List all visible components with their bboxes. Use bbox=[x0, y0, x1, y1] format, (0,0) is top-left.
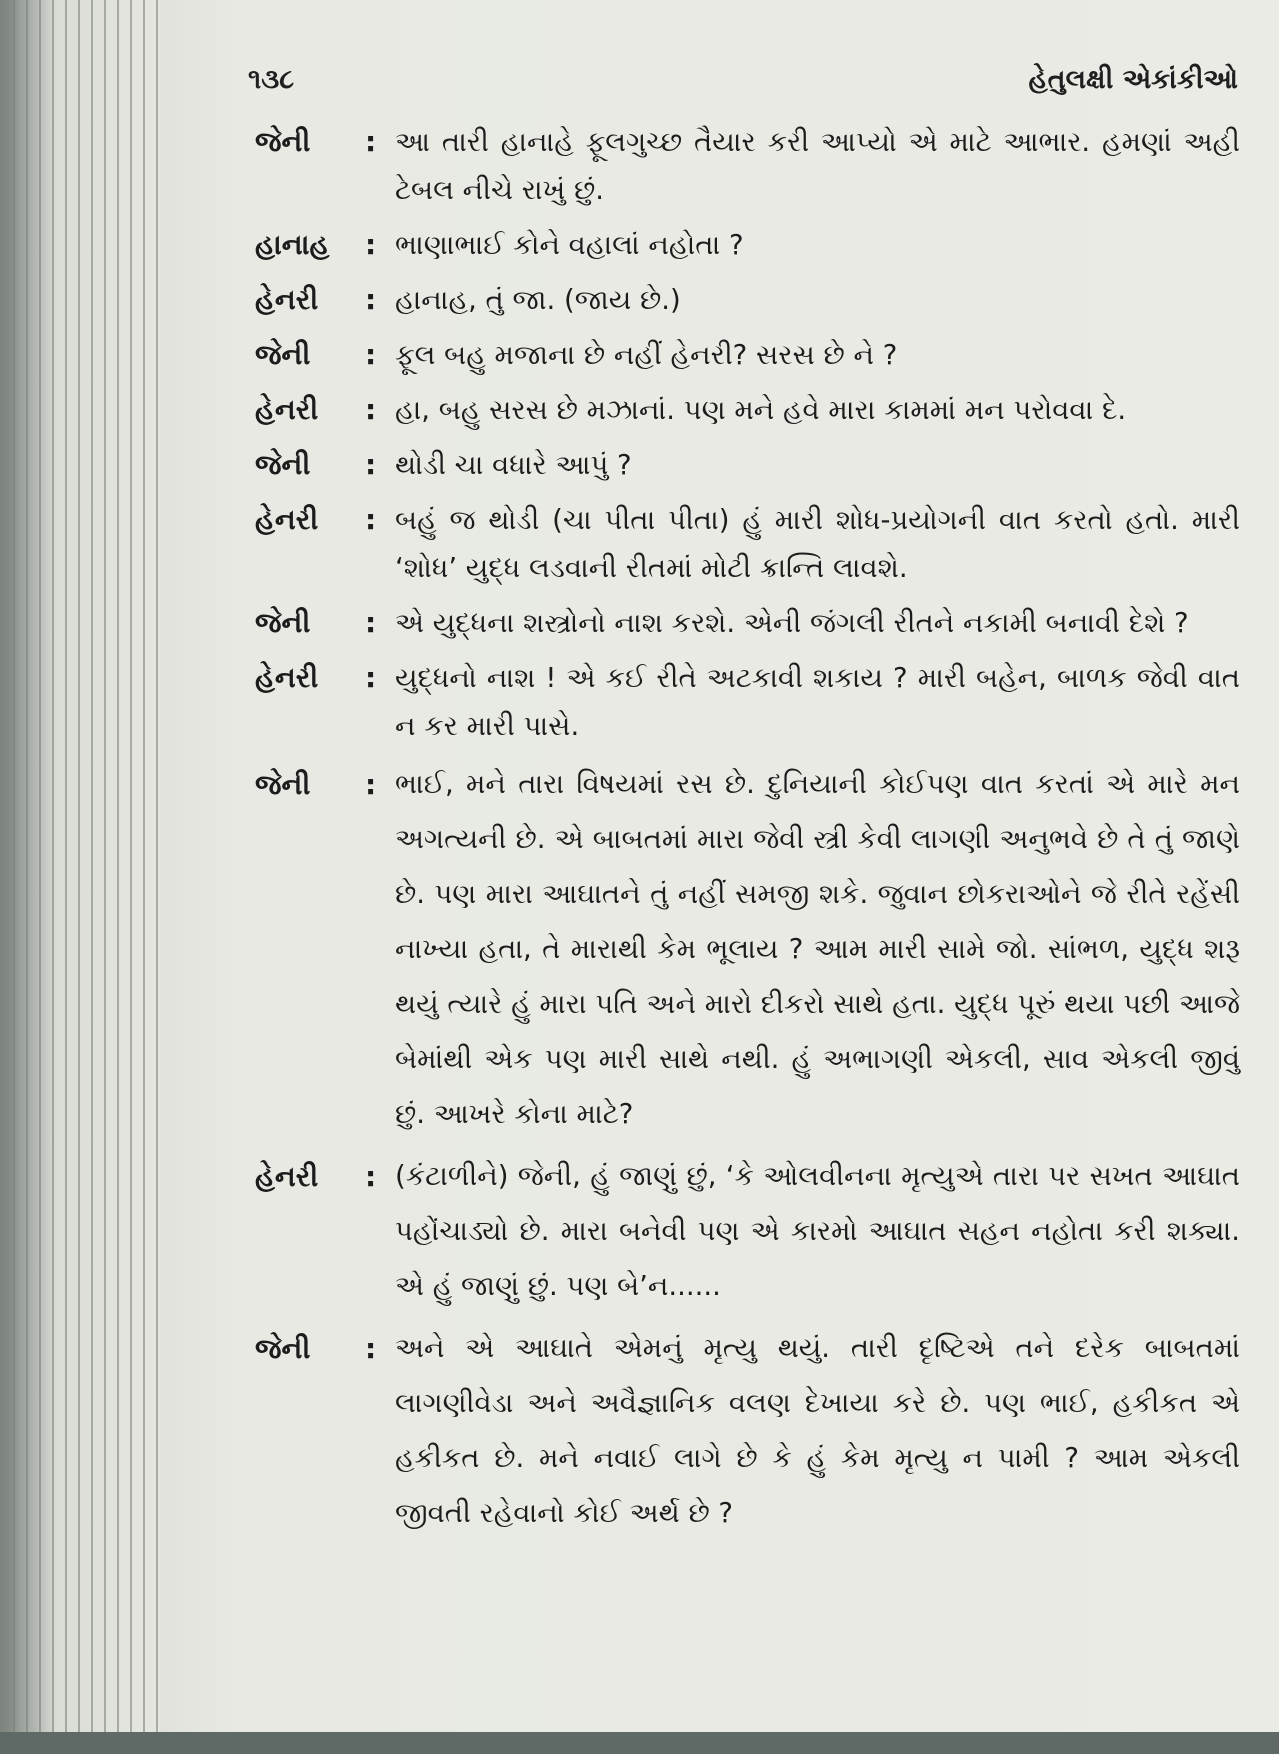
speaker-name: જેની bbox=[255, 768, 311, 801]
dialogue-body bbox=[255, 118, 1240, 1548]
dialogue-entry bbox=[255, 654, 1240, 750]
dialogue-entry bbox=[255, 757, 1240, 1142]
speaker-name: જેની bbox=[255, 1332, 311, 1365]
speaker-colon: : bbox=[365, 768, 377, 801]
dialogue-entry bbox=[255, 1321, 1240, 1541]
speaker-name: જેની bbox=[255, 606, 311, 639]
dialogue-entry bbox=[255, 331, 1240, 379]
page-header bbox=[248, 58, 1238, 104]
dialogue-entry bbox=[255, 441, 1240, 489]
speech-text: યુદ્ધનો નાશ ! એ કઈ રીતે અટકાવી શકાય ? મારી બહેન, બાળક જેવી વાત ન કર મારી પાસે. bbox=[395, 662, 1240, 742]
speech-text: ફૂલ બહુ મજાના છે નહીં હેનરી? સરસ છે ને ? bbox=[395, 339, 898, 371]
running-title: હેતુલક્ષી એકાંકીઓ bbox=[1028, 64, 1238, 95]
speech-text: ભાઈ, મને તારા વિષયમાં રસ છે. દુનિયાની કોઈપણ વાત કરતાં એ મારે મન અગત્યની છે. એ બાબતમાં મારા જેવી સ્ત્રી કેવી લાગણી અનુભવે છે તે તું જાણે છે. પણ મારા આઘાતને તું નહીં સમજી શકે. જુવાન છોકરાઓને જે રીતે રહેંસી નાખ્યા હતા, તે મારાથી કેમ ભૂલાય ? આમ મારી સામે જો. સાંભળ, યુદ્ધ શરૂ થયું ત્યારે હું મારા પતિ અને મારો દીકરો સાથે હતા. યુદ્ધ પૂરું થયા પછી આજે બેમાંથી એક પણ મારી સાથે નથી. હું અભાગણી એકલી, સાવ એકલી જીવું છું. આખરે કોના માટે? bbox=[395, 768, 1240, 1130]
speech-text: હા, બહુ સરસ છે મઝાનાં. પણ મને હવે મારા કામમાં મન પરોવવા દે. bbox=[395, 394, 1127, 426]
binding-shadow bbox=[0, 0, 55, 1754]
dialogue-entry bbox=[255, 276, 1240, 324]
dialogue-entry bbox=[255, 1149, 1240, 1314]
speaker-name: જેની bbox=[255, 448, 311, 481]
speech-text: બહું જ થોડી (ચા પીતા પીતા) હું મારી શોધ-પ્રયોગની વાત કરતો હતો. મારી ‘શોધ’ યુદ્ધ લડવાની રીતમાં મોટી ક્રાન્તિ લાવશે. bbox=[395, 504, 1240, 584]
speaker-colon: : bbox=[365, 228, 377, 261]
speaker-name: હેનરી bbox=[255, 283, 319, 316]
speaker-colon: : bbox=[365, 1160, 377, 1193]
speech-text: થોડી ચા વધારે આપું ? bbox=[395, 449, 632, 481]
speech-text: (કંટાળીને) જેની, હું જાણું છું, ‘કે ઓલવીનના મૃત્યુએ તારા પર સખત આઘાત પહોંચાડ્યો છે. મારા બનેવી પણ એ કારમો આઘાત સહન નહોતા કરી શક્યા. એ હું જાણું છું. પણ બે’ન...... bbox=[395, 1160, 1240, 1302]
speaker-colon: : bbox=[365, 338, 377, 371]
speaker-colon: : bbox=[365, 393, 377, 426]
speaker-name: હેનરી bbox=[255, 503, 319, 536]
speaker-colon: : bbox=[365, 1332, 377, 1365]
speaker-colon: : bbox=[365, 661, 377, 694]
page-number: ૧૩૮ bbox=[248, 64, 295, 95]
speaker-name: જેની bbox=[255, 338, 311, 371]
speaker-colon: : bbox=[365, 283, 377, 316]
speech-text: આ તારી હાનાહે ફૂલગુચ્છ તૈયાર કરી આપ્યો એ માટે આભાર. હમણાં અહી ટેબલ નીચે રાખું છું. bbox=[395, 126, 1240, 206]
dialogue-entry bbox=[255, 221, 1240, 269]
dialogue-entry bbox=[255, 386, 1240, 434]
dialogue-entry bbox=[255, 118, 1240, 214]
speech-text: એ યુદ્ધના શસ્ત્રોનો નાશ કરશે. એની જંગલી રીતને નકામી બનાવી દેશે ? bbox=[395, 607, 1189, 639]
speaker-name: જેની bbox=[255, 125, 311, 158]
dialogue-entry bbox=[255, 599, 1240, 647]
speech-text: હાનાહ, તું જા. (જાય છે.) bbox=[395, 284, 681, 316]
scan-bottom-edge bbox=[0, 1732, 1279, 1754]
speech-text: અને એ આઘાતે એમનું મૃત્યુ થયું. તારી દૃષ્ટિએ તને દરેક બાબતમાં લાગણીવેડા અને અવૈજ્ઞાનિક વલણ દેખાયા કરે છે. પણ ભાઈ, હકીકત એ હકીકત છે. મને નવાઈ લાગે છે કે હું કેમ મૃત્યુ ન પામી ? આમ એકલી જીવતી રહેવાનો કોઈ અર્થ છે ? bbox=[395, 1332, 1240, 1529]
speaker-colon: : bbox=[365, 503, 377, 536]
dialogue-entry bbox=[255, 496, 1240, 592]
speech-text: ભાણાભાઈ કોને વહાલાં નહોતા ? bbox=[395, 229, 744, 261]
speaker-colon: : bbox=[365, 125, 377, 158]
speaker-colon: : bbox=[365, 606, 377, 639]
speaker-name: હેનરી bbox=[255, 393, 319, 426]
speaker-name: હેનરી bbox=[255, 1160, 319, 1193]
speaker-name: હાનાહ bbox=[255, 228, 330, 261]
speaker-colon: : bbox=[365, 448, 377, 481]
speaker-name: હેનરી bbox=[255, 661, 319, 694]
